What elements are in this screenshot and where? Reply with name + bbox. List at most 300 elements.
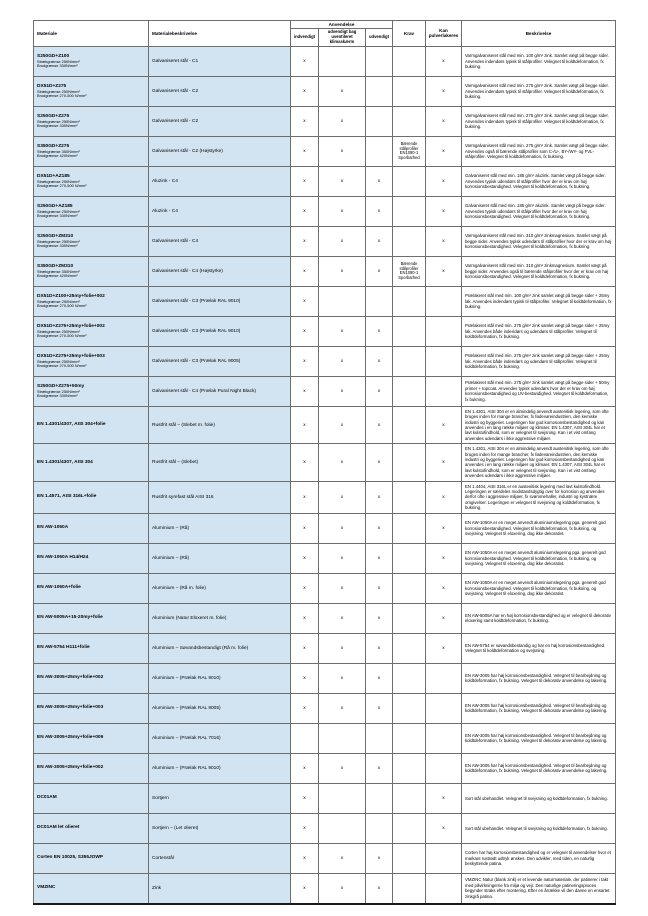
- material-code: EN AW-1050A H14/H24: [37, 555, 89, 561]
- krav-cell: [393, 693, 426, 723]
- mark-udvendigt-cell: [366, 813, 393, 843]
- col-header-kan-pulverlakeres: Kan pulverlakeres: [426, 21, 462, 47]
- material-name-cell: Aluzink - C4: [149, 196, 291, 226]
- material-code-cell: [34, 46, 149, 76]
- mark-udvendigt-bag-cell: x: [319, 603, 366, 633]
- mark-udvendigt-cell: x: [366, 843, 393, 873]
- description-cell: Corten har høj korrosionsbestandighed og er velegnet til anvendelser hvor et markant rustrødt udtryk ønskes. Den udvikler, med tiden, en naturlig beskyttende patina.: [462, 843, 616, 873]
- material-code: EN AW-5005A+15-20my+folie: [37, 615, 103, 621]
- table-row: [34, 316, 616, 346]
- mark-indvendigt-cell: x: [291, 76, 319, 106]
- mark-udvendigt-cell: [366, 286, 393, 316]
- mark-indvendigt-cell: x: [291, 106, 319, 136]
- mark-indvendigt-cell: x: [291, 346, 319, 376]
- krav-cell: [393, 753, 426, 783]
- material-code-cell: [34, 136, 149, 166]
- material-name-cell: Galvaniseret stål - C4 (Prælak Pural Night Black): [149, 376, 291, 406]
- material-code: EN AW-3005+25my+folie+003: [37, 705, 104, 711]
- krav-cell: [393, 286, 426, 316]
- material-code: EN AW-1050A: [37, 525, 69, 531]
- pulverlakeres-cell: x: [426, 106, 462, 136]
- material-code-cell: [34, 723, 149, 753]
- description-cell: Prælakeret stål med min. 275 g/m² zink samlet vægt på begge sider + 25my lak. Anvendes både indendørs og udendørs til stålprofiler. Velegnet til koldtdeformation, fx bukning.: [462, 316, 616, 346]
- mark-udvendigt-bag-cell: x: [319, 573, 366, 603]
- pulverlakeres-cell: x: [426, 543, 462, 573]
- mark-udvendigt-bag-cell: x: [319, 481, 366, 513]
- material-spec-2: Brudgrænse 270-500 N/mm²: [37, 333, 87, 339]
- mark-udvendigt-cell: x: [366, 693, 393, 723]
- mark-udvendigt-cell: x: [366, 346, 393, 376]
- mark-udvendigt-cell: x: [366, 543, 393, 573]
- material-code-cell: [34, 633, 149, 663]
- mark-udvendigt-cell: x: [366, 873, 393, 904]
- table-body: [34, 46, 616, 903]
- krav-cell: Bærende stålprofiler EN1090-1 Sporbarhed: [393, 136, 426, 166]
- material-code: VMZINC: [37, 885, 56, 891]
- mark-udvendigt-bag-cell: [319, 783, 366, 813]
- mark-udvendigt-cell: x: [366, 196, 393, 226]
- description-cell: VMZINC Natur (blank zink) er et levende naturmateriale, der patinerer i takt med påvirkningerne fra miljø og vejr. Den naturlige patineringsproces begynder straks efter montering. Efter en årrække vil den danne en ensartet zinkgrå patina.: [462, 873, 616, 904]
- pulverlakeres-cell: x: [426, 573, 462, 603]
- description-cell: EN 1.4404, AISI 316L er en austenitisk legering med lavt kulstofindhold. Legeringen er særdeles modstandsdygtig over for korrosion og anvendes derfor ofte i aggressive miljøer, fx svømmehaller, industri og kystnære omgivelser. Legeringen er velegnet til svejsning og koldtdeformation, fx bukning.: [462, 481, 616, 513]
- col-header-udvendigt-bag: udvendigt bag uventileret klimaskærm: [319, 29, 366, 46]
- mark-indvendigt-cell: x: [291, 663, 319, 693]
- material-name-cell: Galvaniseret stål - C3 (Prælak RAL 9010): [149, 316, 291, 346]
- material-name-cell: Aluminium – (Rå): [149, 543, 291, 573]
- table-row: [34, 543, 616, 573]
- material-spec-1: Strækgrænse 250N/mm²: [37, 358, 80, 364]
- pulverlakeres-cell: x: [426, 256, 462, 286]
- material-code-cell: [34, 843, 149, 873]
- mark-udvendigt-cell: x: [366, 316, 393, 346]
- description-cell: EN 1.4301, AISI 304 er en almindelig anvendt austenitisk legering, som ofte bruges inden for mange brancher, fx fødevareindustrien, den kemiske industri og byggeriet. Legeringen har god korrosionsbestandighed og kan anvendes i en lang række miljøer og klimaer. EN 1.4307, AISI 304L har et lavt kulstofindhold, som er velegnet til svejsning. Kan i et vist omfang anvendes udendørs i ikke aggressive miljøer.: [462, 406, 616, 443]
- pulverlakeres-cell: x: [426, 46, 462, 76]
- krav-cell: [393, 813, 426, 843]
- pulverlakeres-cell: [426, 316, 462, 346]
- material-code: DC01AM let olieret: [37, 825, 80, 831]
- material-code-cell: [34, 196, 149, 226]
- mark-udvendigt-bag-cell: x: [319, 543, 366, 573]
- material-name-cell: Rustfrit syrefast stål AISI 316: [149, 481, 291, 513]
- material-name-cell: Sortjern: [149, 783, 291, 813]
- pulverlakeres-cell: [426, 663, 462, 693]
- mark-udvendigt-cell: x: [366, 753, 393, 783]
- mark-indvendigt-cell: x: [291, 753, 319, 783]
- description-cell: Varmgalvaniseret stål med min. 310 g/m² zinkmagnesium. Samlet vægt på begge sider. Anvendes typisk udendørs til stålprofiler hvor der er krav om høj korrosionsbestandighed. Velegnet til koldtdeformation, fx bukning.: [462, 226, 616, 256]
- mark-udvendigt-cell: x: [366, 513, 393, 543]
- table-row: [34, 663, 616, 693]
- material-spec-2: Brudgrænse 330N/mm²: [37, 393, 78, 399]
- mark-udvendigt-bag-cell: x: [319, 873, 366, 904]
- table-row: [34, 783, 616, 813]
- mark-udvendigt-cell: [366, 136, 393, 166]
- table-row: [34, 256, 616, 286]
- mark-udvendigt-bag-cell: x: [319, 316, 366, 346]
- material-spec-1: Strækgrænse 250N/mm²: [37, 58, 80, 64]
- pulverlakeres-cell: x: [426, 813, 462, 843]
- material-code-cell: [34, 286, 149, 316]
- material-spec-2: Brudgrænse 270-500 N/mm²: [37, 363, 87, 369]
- mark-udvendigt-cell: x: [366, 663, 393, 693]
- mark-indvendigt-cell: x: [291, 873, 319, 904]
- pulverlakeres-cell: [426, 873, 462, 904]
- table-row: [34, 166, 616, 196]
- material-spec-2: Brudgrænse 330N/mm²: [37, 213, 78, 219]
- mark-udvendigt-bag-cell: x: [319, 406, 366, 443]
- pulverlakeres-cell: [426, 843, 462, 873]
- col-header-materialebeskrivelse: Materialebeskrivelse: [149, 21, 291, 47]
- material-name-cell: Aluzink - C4: [149, 166, 291, 196]
- pulverlakeres-cell: [426, 286, 462, 316]
- table-row: [34, 753, 616, 783]
- table-row: [34, 286, 616, 316]
- mark-udvendigt-cell: [366, 106, 393, 136]
- table-row: [34, 813, 616, 843]
- table-row: [34, 106, 616, 136]
- description-cell: EN AW-5754 er søvandsbestandig og har en høj korrosionsbestandighed. Velegnet til koldtdeformation og svejsning.: [462, 633, 616, 663]
- mark-udvendigt-cell: x: [366, 406, 393, 443]
- material-name-cell: Aluminium (Natur Eloxeret m. folie): [149, 603, 291, 633]
- description-cell: Prælakeret stål med min. 100 g/m² zink samlet vægt på begge sider + 25my lak. Anvendes indendørs typisk til stålprofiler. Velegnet til koldtdeformation, fx bukning.: [462, 286, 616, 316]
- krav-cell: [393, 633, 426, 663]
- material-spec-2: Brudgrænse 330N/mm²: [37, 63, 78, 69]
- material-spec-2: Brudgrænse 270-500 N/mm²: [37, 183, 87, 189]
- material-code-cell: [34, 603, 149, 633]
- pulverlakeres-cell: x: [426, 76, 462, 106]
- material-name-cell: Galvaniseret stål - C4: [149, 226, 291, 256]
- material-code: EN AW-3005+25my+folie+009: [37, 735, 104, 741]
- material-code-cell: [34, 873, 149, 904]
- material-name-cell: Aluminium – (Prælak RAL 9010): [149, 753, 291, 783]
- mark-indvendigt-cell: x: [291, 166, 319, 196]
- mark-udvendigt-bag-cell: x: [319, 76, 366, 106]
- material-name-cell: Aluminium – Søvandsbestandigt (Rå m. folie): [149, 633, 291, 663]
- table-row: [34, 406, 616, 443]
- mark-udvendigt-bag-cell: x: [319, 226, 366, 256]
- material-code: DX51D+Z100+25my+folie+002: [37, 293, 105, 299]
- pulverlakeres-cell: x: [426, 136, 462, 166]
- mark-indvendigt-cell: x: [291, 693, 319, 723]
- col-header-udvendigt: udvendigt: [366, 29, 393, 46]
- krav-cell: [393, 873, 426, 904]
- krav-cell: [393, 843, 426, 873]
- krav-cell: [393, 406, 426, 443]
- material-code: S350GD+Z275: [37, 143, 70, 149]
- material-code: EN AW-3005+25my+folie+002: [37, 765, 104, 771]
- material-code: EN 1.4301/4307, AISI 304: [37, 459, 93, 465]
- material-code: DX51D+Z275+25my+folie+003: [37, 353, 105, 359]
- description-cell: Galvaniseret stål med min. 185 g/m² aluzink. Samlet vægt på begge sider. Anvendes typisk udendørs til stålprofiler hvor der er krav om høj korrosionsbestandighed. Velegnet til koldtdeformation, fx bukning.: [462, 196, 616, 226]
- material-spec-1: Strækgrænse 250N/mm²: [37, 178, 80, 184]
- material-name-cell: Aluminium – (Prælak RAL 7016): [149, 723, 291, 753]
- mark-indvendigt-cell: x: [291, 376, 319, 406]
- material-spec-1: Strækgrænse 350N/mm²: [37, 268, 80, 274]
- table-row: [34, 693, 616, 723]
- material-code-cell: [34, 106, 149, 136]
- material-spec-2: Brudgrænse 330N/mm²: [37, 243, 78, 249]
- krav-cell: [393, 376, 426, 406]
- description-cell: EN AW-3005 har høj korrosionsbestandighed. Velegnet til bearbejdning og koldtdeformation, fx bukning. Velegnet til dekorativ anvendelse og lakering.: [462, 693, 616, 723]
- mark-udvendigt-bag-cell: x: [319, 166, 366, 196]
- material-name-cell: Galvaniseret stål - C1: [149, 46, 291, 76]
- description-cell: Prælakeret stål med min. 275 g/m² zink samlet vægt på begge sider + 25my lak. Anvendes både indendørs og udendørs til stålprofiler. Velegnet til koldtdeformation, fx bukning.: [462, 346, 616, 376]
- krav-cell: [393, 106, 426, 136]
- material-name-cell: Galvaniseret stål - C4 (Højstyrke): [149, 256, 291, 286]
- material-spec-1: Strækgrænse 250N/mm²: [37, 298, 80, 304]
- mark-udvendigt-cell: [366, 783, 393, 813]
- material-code: S250GD+Z275: [37, 113, 70, 119]
- material-name-cell: Galvaniseret stål - C2 (Højstyrke): [149, 136, 291, 166]
- mark-indvendigt-cell: x: [291, 256, 319, 286]
- krav-cell: [393, 46, 426, 76]
- mark-indvendigt-cell: x: [291, 603, 319, 633]
- mark-indvendigt-cell: x: [291, 543, 319, 573]
- mark-indvendigt-cell: x: [291, 46, 319, 76]
- description-cell: EN 1.4301, AISI 304 er en almindelig anvendt austenitisk legering, som ofte bruges inden for mange brancher, fx fødevareindustrien, den kemiske industri og byggeriet. Legeringen har god korrosionsbestandighed og kan anvendes i en lang række miljøer og klimaer. EN 1.4307, AISI 304L har et lavt kulstofindhold, som er velegnet til svejsning. Kan i et vist omfang anvendes udendørs i ikke aggressive miljøer.: [462, 444, 616, 481]
- description-cell: Varmgalvaniseret stål med min. 100 g/m² zink. Samlet vægt på begge sider. Anvendes indendørs typisk til stålprofiler. Velegnet til koldtdeformation, fx bukning.: [462, 46, 616, 76]
- material-code-cell: [34, 76, 149, 106]
- table-row: [34, 603, 616, 633]
- table-row: [34, 76, 616, 106]
- material-code-cell: [34, 693, 149, 723]
- table-header: [34, 21, 616, 47]
- pulverlakeres-cell: x: [426, 166, 462, 196]
- material-spec-1: Strækgrænse 250N/mm²: [37, 118, 80, 124]
- material-code: DX51D+AZ185: [37, 173, 70, 179]
- pulverlakeres-cell: x: [426, 444, 462, 481]
- description-cell: Varmgalvaniseret stål med min. 275 g/m² zink. Samlet vægt på begge sider. Anvendes indendørs typisk til stålprofiler. Velegnet til koldtdeformation, fx bukning.: [462, 76, 616, 106]
- material-code: S250GD+Z100: [37, 53, 70, 59]
- krav-cell: [393, 663, 426, 693]
- table-row: [34, 196, 616, 226]
- mark-udvendigt-bag-cell: [319, 813, 366, 843]
- mark-udvendigt-bag-cell: x: [319, 444, 366, 481]
- mark-udvendigt-cell: x: [366, 481, 393, 513]
- material-code-cell: [34, 376, 149, 406]
- pulverlakeres-cell: [426, 753, 462, 783]
- mark-udvendigt-cell: [366, 46, 393, 76]
- material-name-cell: Galvaniseret stål - C2: [149, 76, 291, 106]
- mark-indvendigt-cell: x: [291, 136, 319, 166]
- mark-udvendigt-cell: x: [366, 444, 393, 481]
- table-row: [34, 226, 616, 256]
- material-spec-2: Brudgrænse 270-500 N/mm²: [37, 303, 87, 309]
- material-code: DX51D+Z275+25my+folie+002: [37, 323, 105, 329]
- material-name-cell: Aluminium – (Rå): [149, 513, 291, 543]
- material-code: EN AW-1050A+folie: [37, 585, 81, 591]
- material-code: DC01AM: [37, 795, 57, 801]
- table-row: [34, 376, 616, 406]
- table-row: [34, 723, 616, 753]
- krav-cell: [393, 513, 426, 543]
- material-code: Corten EN 10025, S355JOWP: [37, 855, 104, 861]
- mark-udvendigt-bag-cell: x: [319, 753, 366, 783]
- krav-cell: [393, 196, 426, 226]
- material-code-cell: [34, 226, 149, 256]
- krav-cell: [393, 573, 426, 603]
- mark-udvendigt-bag-cell: x: [319, 106, 366, 136]
- mark-udvendigt-bag-cell: x: [319, 346, 366, 376]
- col-header-beskrivelse: Beskrivelse: [462, 21, 616, 47]
- table-row: [34, 513, 616, 543]
- pulverlakeres-cell: [426, 346, 462, 376]
- material-name-cell: Galvaniseret stål - C3 (Prælak RAL 9010): [149, 286, 291, 316]
- material-name-cell: Galvaniseret stål - C3 (Prælak RAL 9005): [149, 346, 291, 376]
- col-header-anvendelse: Anvendelse: [291, 21, 393, 29]
- mark-udvendigt-cell: [366, 723, 393, 753]
- mark-udvendigt-bag-cell: x: [319, 196, 366, 226]
- krav-cell: [393, 481, 426, 513]
- krav-cell: [393, 543, 426, 573]
- material-code-cell: [34, 513, 149, 543]
- material-spec-2: Brudgrænse 270-500 N/mm²: [37, 93, 87, 99]
- pulverlakeres-cell: [426, 723, 462, 753]
- krav-cell: [393, 783, 426, 813]
- mark-indvendigt-cell: x: [291, 813, 319, 843]
- pulverlakeres-cell: x: [426, 633, 462, 663]
- material-code: EN 1.4571, AISI 316L+folie: [37, 494, 97, 500]
- materials-table: [33, 20, 616, 905]
- mark-udvendigt-bag-cell: x: [319, 693, 366, 723]
- mark-udvendigt-cell: x: [366, 166, 393, 196]
- material-code: S250GD+AZ185: [37, 203, 73, 209]
- mark-udvendigt-bag-cell: x: [319, 633, 366, 663]
- description-cell: EN AW-1050A er en meget anvendt aluminiumslegering pga. generelt god korrosionsbestandighed. Velegnet til koldtdeformation, fx bukning, og svejsning. Velegnet til eloxering, dog ikke dekorativt.: [462, 543, 616, 573]
- material-name-cell: Rustfrit stål – (Slebet): [149, 444, 291, 481]
- mark-udvendigt-bag-cell: x: [319, 256, 366, 286]
- pulverlakeres-cell: x: [426, 783, 462, 813]
- material-code-cell: [34, 543, 149, 573]
- pulverlakeres-cell: [426, 376, 462, 406]
- col-header-materiale: Materiale: [34, 21, 149, 47]
- material-spec-2: Brudgrænse 420N/mm²: [37, 273, 78, 279]
- mark-udvendigt-cell: x: [366, 633, 393, 663]
- pulverlakeres-cell: x: [426, 196, 462, 226]
- mark-udvendigt-bag-cell: x: [319, 513, 366, 543]
- mark-indvendigt-cell: x: [291, 316, 319, 346]
- material-spec-1: Strækgrænse 250N/mm²: [37, 208, 80, 214]
- material-code: S350GD+ZM310: [37, 263, 74, 269]
- pulverlakeres-cell: x: [426, 406, 462, 443]
- table-row: [34, 573, 616, 603]
- material-code: EN AW-3005+25my+folie+002: [37, 675, 104, 681]
- material-code: S250GD+Z275+50my: [37, 383, 85, 389]
- material-code: EN AW-5754 H111+folie: [37, 645, 90, 651]
- mark-indvendigt-cell: x: [291, 633, 319, 663]
- mark-indvendigt-cell: x: [291, 783, 319, 813]
- material-spec-1: Strækgrænse 250N/mm²: [37, 388, 80, 394]
- krav-cell: [393, 723, 426, 753]
- pulverlakeres-cell: x: [426, 513, 462, 543]
- description-cell: Varmgalvaniseret stål med min. 310 g/m² zinkmagnesium. Samlet vægt på begge sider. Anvendes også til bærende stålprofiler hvor der er krav om høj korrosionsbestandighed. Velegnet til koldtdeformation, fx bukning.: [462, 256, 616, 286]
- description-cell: EN AW-3005 har høj korrosionsbestandighed. Velegnet til bearbejdning og koldtdeformation, fx bukning. Velegnet til dekorativ anvendelse og lakering.: [462, 753, 616, 783]
- table-row: [34, 481, 616, 513]
- description-cell: Sort stål ubehandlet. Velegnet til svejsning og koldtdeformation, fx bukning.: [462, 813, 616, 843]
- mark-udvendigt-cell: x: [366, 376, 393, 406]
- table-row: [34, 843, 616, 873]
- description-cell: Galvaniseret stål med min. 185 g/m² aluzink. Samlet vægt på begge sider. Anvendes typisk udendørs til stålprofiler hvor der er krav om høj korrosionsbestandighed. Velegnet til koldtdeformation, fx bukning.: [462, 166, 616, 196]
- krav-cell: [393, 316, 426, 346]
- mark-udvendigt-bag-cell: [319, 286, 366, 316]
- description-cell: EN AW-3005 har høj korrosionsbestandighed. Velegnet til bearbejdning og koldtdeformation, fx bukning. Velegnet til dekorativ anvendelse og lakering.: [462, 723, 616, 753]
- material-name-cell: Cortenstål: [149, 843, 291, 873]
- table-row: [34, 633, 616, 663]
- material-code-cell: [34, 166, 149, 196]
- material-name-cell: Aluminium – (Rå m. folie): [149, 573, 291, 603]
- mark-indvendigt-cell: x: [291, 573, 319, 603]
- material-code-cell: [34, 346, 149, 376]
- mark-udvendigt-cell: x: [366, 603, 393, 633]
- mark-udvendigt-bag-cell: x: [319, 136, 366, 166]
- pulverlakeres-cell: x: [426, 226, 462, 256]
- material-code: EN 1.4301/4307, AISI 304+folie: [37, 422, 106, 428]
- mark-indvendigt-cell: x: [291, 286, 319, 316]
- mark-udvendigt-bag-cell: x: [319, 376, 366, 406]
- mark-indvendigt-cell: x: [291, 226, 319, 256]
- krav-cell: [393, 346, 426, 376]
- material-code-cell: [34, 406, 149, 443]
- mark-indvendigt-cell: x: [291, 196, 319, 226]
- material-name-cell: Aluminium – (Prælak RAL 9010): [149, 663, 291, 693]
- krav-cell: [393, 166, 426, 196]
- material-name-cell: Galvaniseret stål - C2: [149, 106, 291, 136]
- table-row: [34, 136, 616, 166]
- material-spec-1: Strækgrænse 350N/mm²: [37, 148, 80, 154]
- material-code: S250GD+ZM310: [37, 233, 74, 239]
- mark-udvendigt-cell: x: [366, 573, 393, 603]
- mark-udvendigt-cell: x: [366, 256, 393, 286]
- mark-indvendigt-cell: x: [291, 406, 319, 443]
- description-cell: EN AW-3005 har høj korrosionsbestandighed. Velegnet til bearbejdning og koldtdeformation, fx bukning. Velegnet til dekorativ anvendelse og lakering.: [462, 663, 616, 693]
- material-code-cell: [34, 783, 149, 813]
- krav-cell: [393, 444, 426, 481]
- mark-indvendigt-cell: x: [291, 513, 319, 543]
- material-spec-1: Strækgrænse 250N/mm²: [37, 88, 80, 94]
- mark-udvendigt-cell: [366, 76, 393, 106]
- col-header-indvendigt: indvendigt: [291, 29, 319, 46]
- material-code-cell: [34, 316, 149, 346]
- pulverlakeres-cell: [426, 693, 462, 723]
- material-code-cell: [34, 256, 149, 286]
- material-spec-2: Brudgrænse 330N/mm²: [37, 123, 78, 129]
- description-cell: EN AW-1050A er en meget anvendt aluminiumslegering pga. generelt god korrosionsbestandighed. Velegnet til koldtdeformation, fx bukning, og svejsning. Velegnet til eloxering, dog ikke dekorativt.: [462, 573, 616, 603]
- material-code: DX51D+Z275: [37, 83, 67, 89]
- material-code-cell: [34, 663, 149, 693]
- krav-cell: [393, 226, 426, 256]
- material-name-cell: Aluminium – (Prælak RAL 9005): [149, 693, 291, 723]
- table-row: [34, 46, 616, 76]
- pulverlakeres-cell: x: [426, 603, 462, 633]
- description-cell: Sort stål ubehandlet. Velegnet til svejsning og koldtdeformation, fx bukning.: [462, 783, 616, 813]
- mark-udvendigt-bag-cell: [319, 46, 366, 76]
- material-spec-2: Brudgrænse 420N/mm²: [37, 153, 78, 159]
- material-name-cell: Rustfrit stål – (Slebet m. folie): [149, 406, 291, 443]
- table-row: [34, 346, 616, 376]
- description-cell: Prælakeret stål med min. 275 g/m² zink samlet vægt på begge sider + 50my primer + topcoat. Anvendes typisk udendørs hvor der er krav om høj korrosionsbestandighed og UV-bestandighed. Velegnet til koldtdeformation, fx bukning.: [462, 376, 616, 406]
- material-spec-1: Strækgrænse 250N/mm²: [37, 328, 80, 334]
- mark-indvendigt-cell: x: [291, 843, 319, 873]
- krav-cell: [393, 603, 426, 633]
- material-name-cell: Zink: [149, 873, 291, 904]
- material-code-cell: [34, 444, 149, 481]
- material-code-cell: [34, 481, 149, 513]
- description-cell: Varmgalvaniseret stål med min. 275 g/m² zink. Samlet vægt på begge sider. Anvendes også til bærende stålprofiler som C-/U-, BY-/WY- og FVL-stålprofiler. Velegnet til koldtdeformation, fx bukning.: [462, 136, 616, 166]
- mark-indvendigt-cell: x: [291, 444, 319, 481]
- mark-udvendigt-bag-cell: [319, 723, 366, 753]
- material-code-cell: [34, 753, 149, 783]
- pulverlakeres-cell: x: [426, 481, 462, 513]
- description-cell: Varmgalvaniseret stål med min. 275 g/m² zink. Samlet vægt på begge sider. Anvendes indendørs typisk til stålprofiler. Velegnet til koldtdeformation, fx bukning.: [462, 106, 616, 136]
